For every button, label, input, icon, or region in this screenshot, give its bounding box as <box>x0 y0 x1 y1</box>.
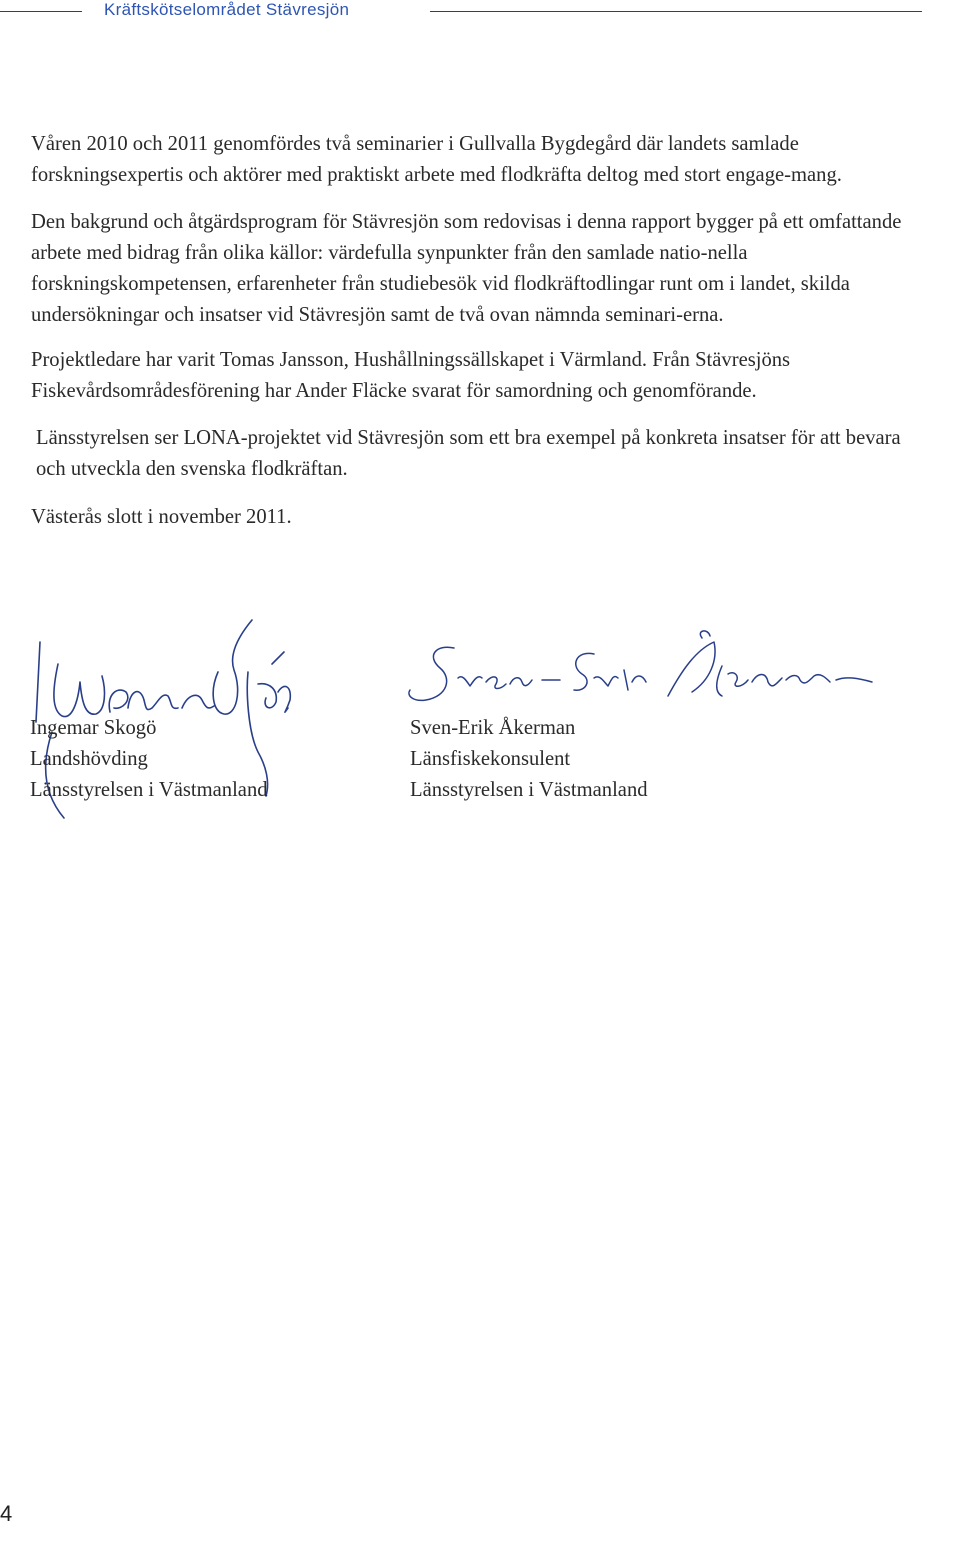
paragraph-project-lead: Projektledare har varit Tomas Jansson, Hushållningssällskapet i Värmland. Från Stävresjöns Fiskevårdsområdesförening har Ander Fläcke svarat för samordning och genomförande. <box>31 349 791 402</box>
signature-right <box>396 630 886 720</box>
page-header <box>0 0 960 26</box>
signatory-title: Länsfiskekonsulent <box>410 748 571 770</box>
header-title: Kräftskötselområdet Stävresjön <box>104 0 350 19</box>
signatory-left <box>30 713 268 806</box>
signatory-organization: Länsstyrelsen i Västmanland <box>30 779 268 801</box>
letter-body <box>31 129 911 549</box>
header-rule-right <box>430 11 922 12</box>
page-number: 4 <box>0 1501 13 1526</box>
paragraph-lona: Länsstyrelsen ser LONA-projektet vid Stävresjön som ett bra exempel på konkreta insatser för att bevara och utveckla den svenska flodkräftan. <box>36 427 901 480</box>
signatory-name: Ingemar Skogö <box>30 717 157 739</box>
signatory-organization: Länsstyrelsen i Västmanland <box>410 779 648 801</box>
signatory-title: Landshövding <box>30 748 148 770</box>
paragraph-seminars: Våren 2010 och 2011 genomfördes två seminarier i Gullvalla Bygdegård där landets samlade forskningsexpertis och aktörer med praktiskt arbete med flodkräfta deltog med stort engage-mang. <box>31 133 842 186</box>
signatory-right <box>410 713 648 806</box>
place-date: Västerås slott i november 2011. <box>31 506 292 528</box>
signatory-name: Sven-Erik Åkerman <box>410 717 576 739</box>
paragraph-background: Den bakgrund och åtgärdsprogram för Stävresjön som redovisas i denna rapport bygger på ett omfattande arbete med bidrag från olika källor: värdefulla synpunkter från den samlade natio-nella forskningskompetensen, erfarenheter från studiebesök vid flodkräftodlingar runt om i landet, skilda undersökningar och insatser vid Stävresjön samt de två ovan nämnda seminari-erna. <box>31 211 902 326</box>
header-rule-left <box>0 11 82 12</box>
